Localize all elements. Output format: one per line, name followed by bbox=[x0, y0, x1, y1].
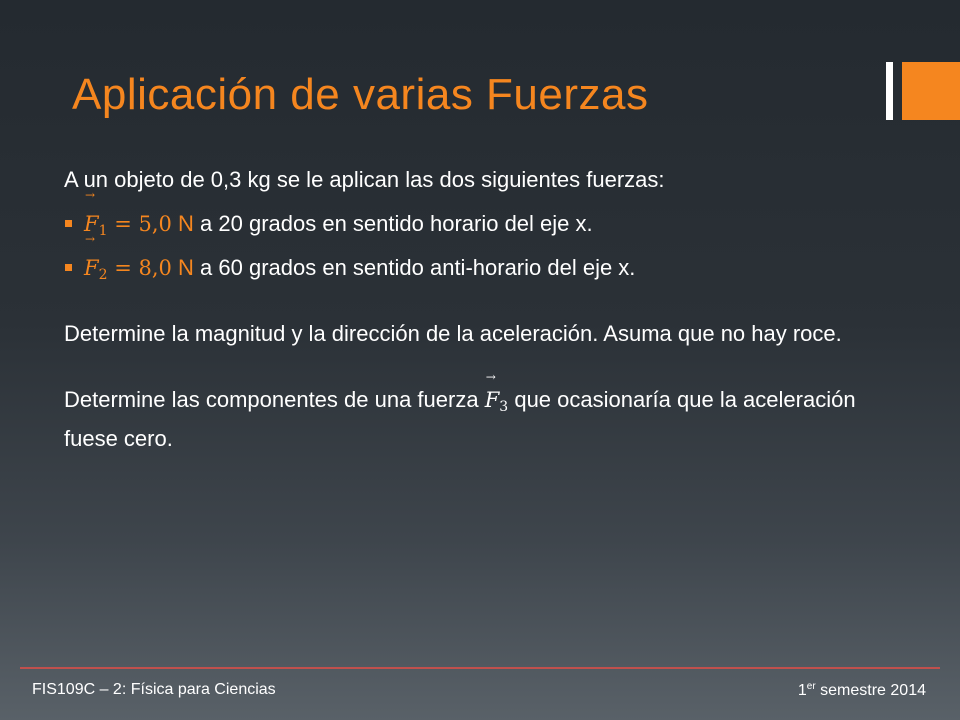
force-unit: N bbox=[178, 211, 194, 236]
vector-index: 3 bbox=[499, 399, 509, 415]
semester-number: 1 bbox=[797, 682, 807, 699]
semester-text: semestre 2014 bbox=[820, 682, 926, 699]
semester-ordinal: er bbox=[806, 681, 816, 692]
question-text-start: Determine las componentes de una fuerza bbox=[64, 387, 479, 412]
force-value: 5,0 bbox=[138, 212, 172, 236]
vector-index: 1 bbox=[98, 223, 108, 239]
force-item-2 bbox=[64, 246, 864, 290]
force-description: a 60 grados en sentido anti-horario del eje x. bbox=[200, 255, 636, 280]
question-acceleration: Determine la magnitud y la dirección de la aceleración. Asuma que no hay roce. bbox=[64, 321, 842, 346]
decorative-bar bbox=[886, 62, 893, 120]
force-value: 8,0 bbox=[138, 256, 172, 280]
footer-divider bbox=[20, 667, 940, 669]
vector-symbol: → F bbox=[485, 384, 500, 416]
question-text-end: que ocasionaría que la aceleración fuese cero. bbox=[64, 387, 856, 451]
question-third-force bbox=[64, 384, 864, 455]
force-description: a 20 grados en sentido horario del eje x. bbox=[200, 211, 593, 236]
force-formula bbox=[84, 256, 172, 283]
slide-body bbox=[64, 164, 864, 455]
bullet-square-icon bbox=[65, 264, 72, 271]
vector-symbol: → F bbox=[84, 202, 99, 246]
vector-symbol: → F bbox=[84, 246, 99, 290]
force-3-symbol bbox=[484, 388, 509, 415]
force-item-1 bbox=[64, 202, 864, 246]
bullet-square-icon bbox=[65, 220, 72, 227]
intro-text: A un objeto de 0,3 kg se le aplican las dos siguientes fuerzas: bbox=[64, 167, 665, 192]
force-formula bbox=[84, 212, 172, 239]
decorative-square bbox=[902, 62, 960, 120]
vector-index: 2 bbox=[98, 267, 108, 283]
equals-sign: = bbox=[114, 212, 132, 236]
equals-sign: = bbox=[114, 256, 132, 280]
footer-course: FIS109C – 2: Física para Ciencias bbox=[32, 681, 276, 698]
force-unit: N bbox=[178, 255, 194, 280]
slide-title: Aplicación de varias Fuerzas bbox=[72, 70, 649, 119]
footer-semester bbox=[798, 681, 926, 700]
